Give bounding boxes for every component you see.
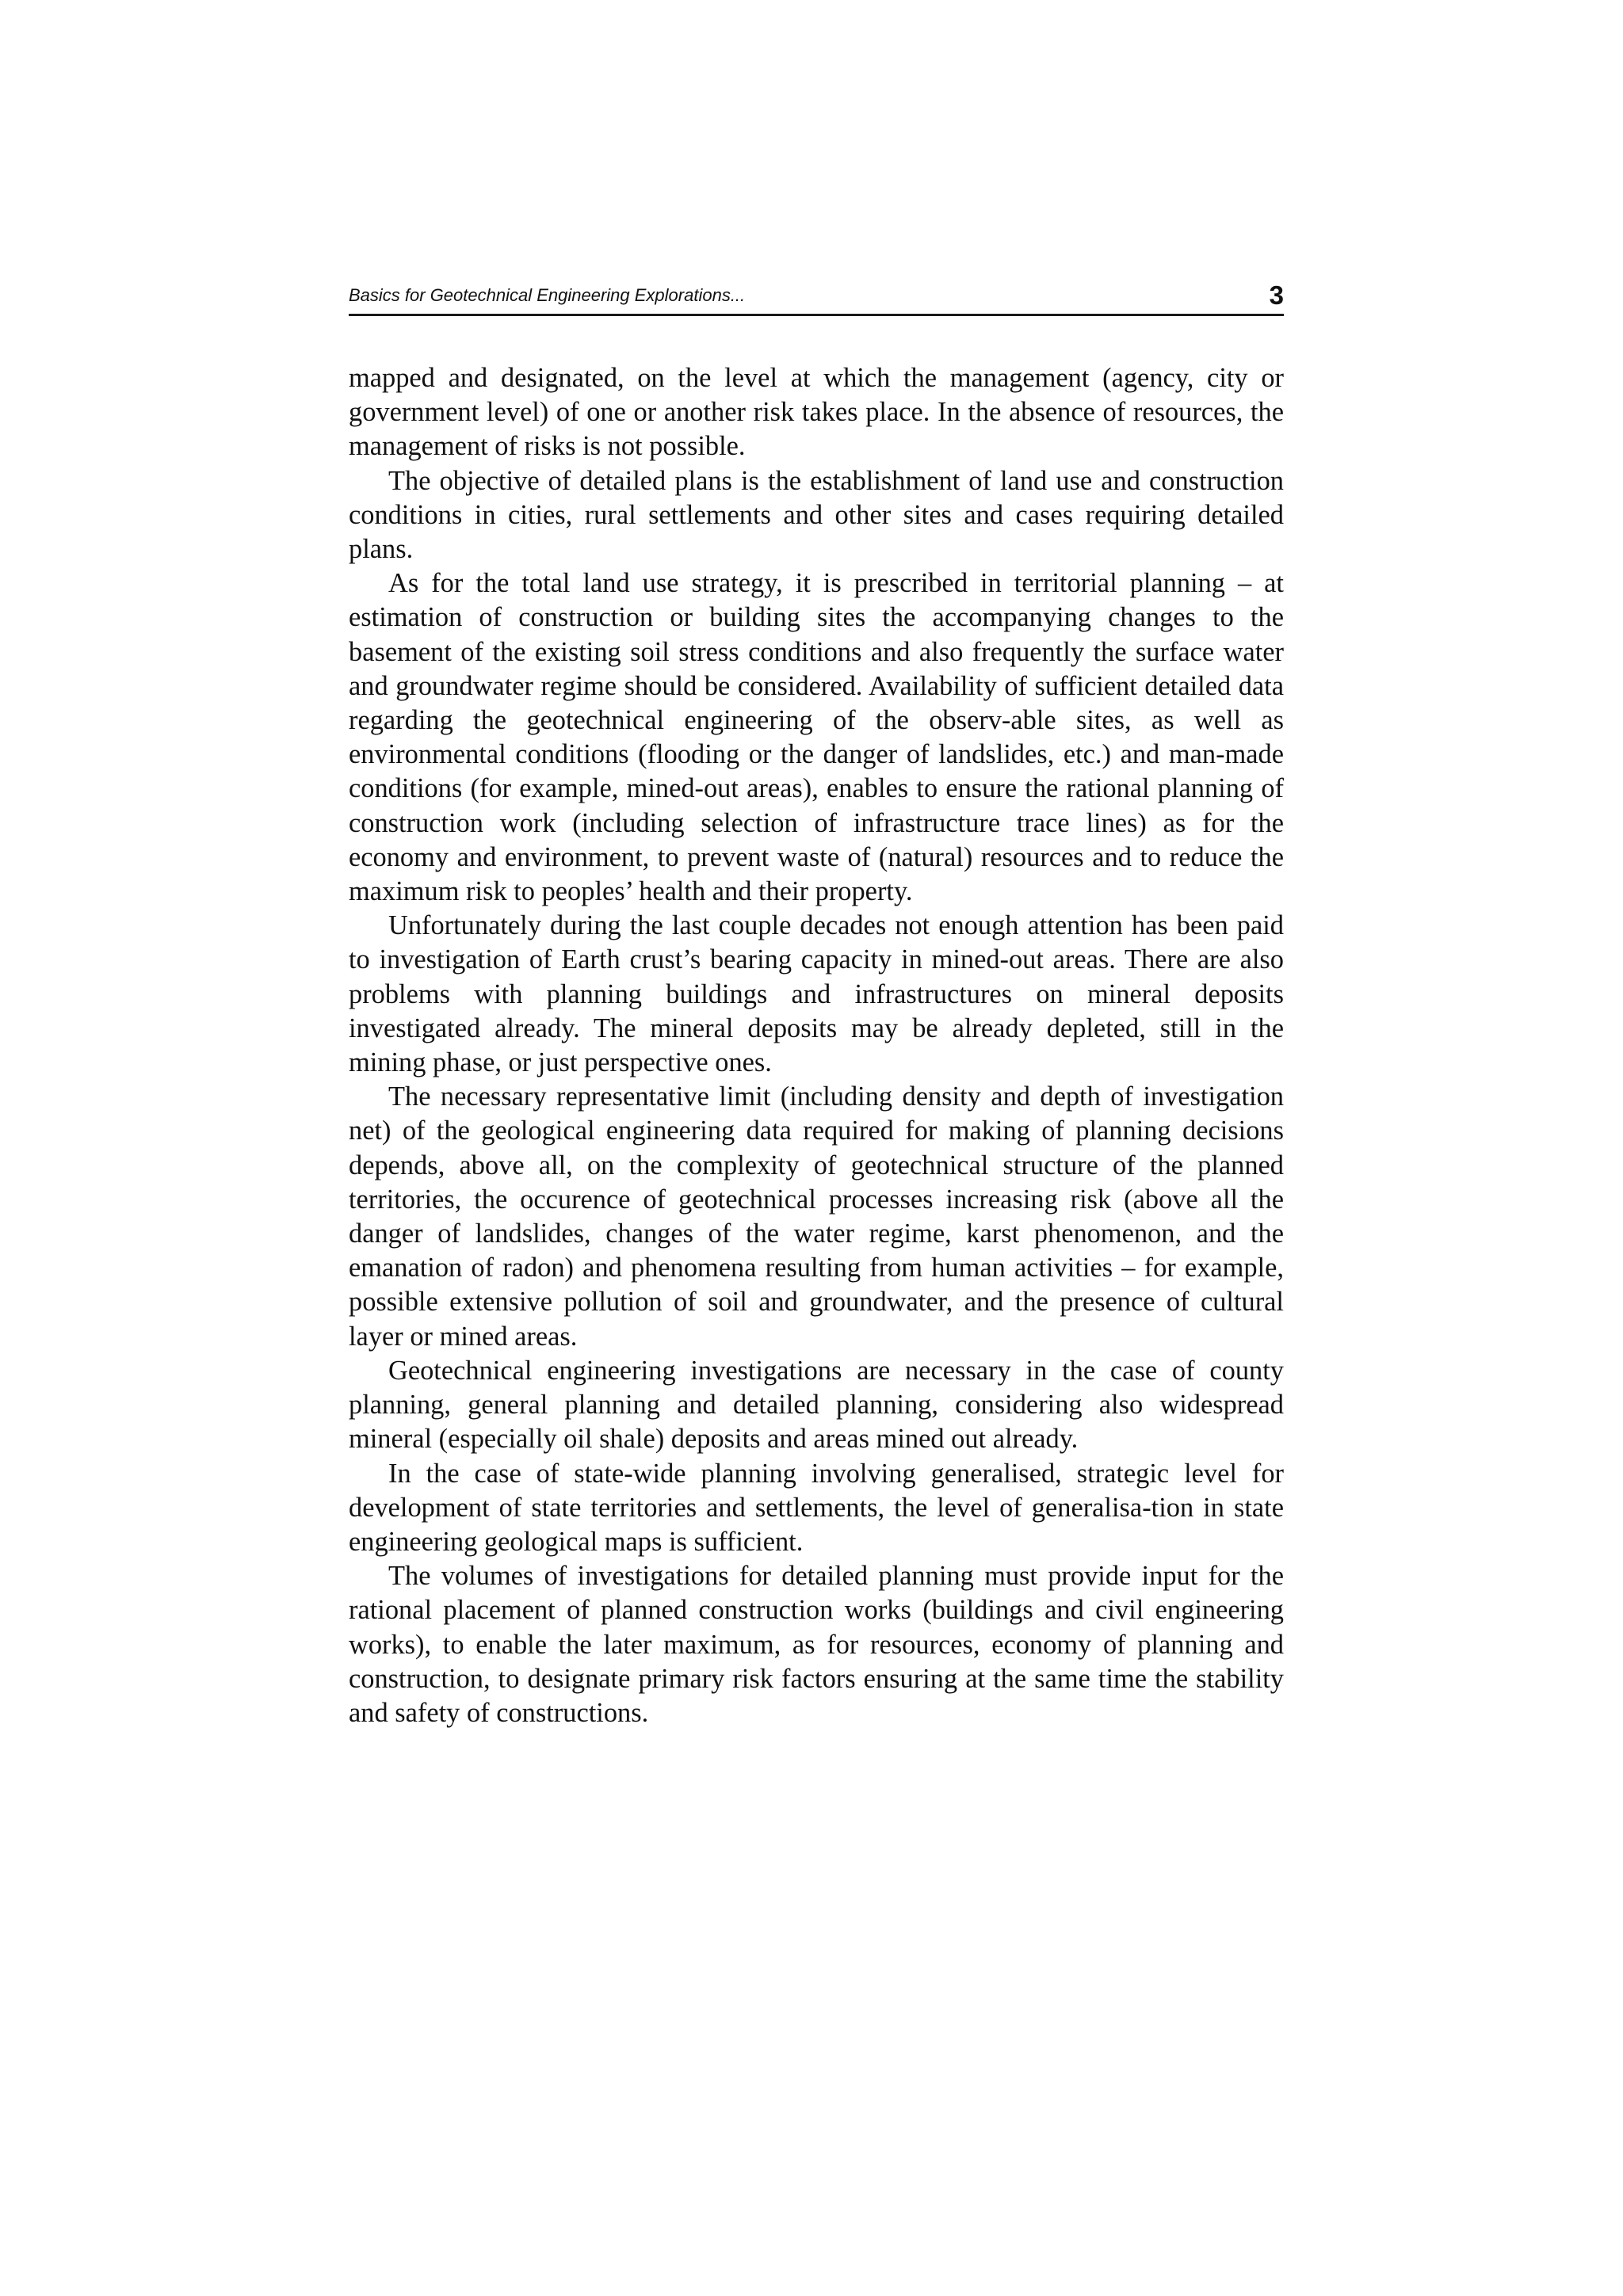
body-text (349, 361, 1284, 1730)
paragraph: Geotechnical engineering investigations are necessary in the case of county planning, general planning and detailed planning, considering also widespread mineral (especially oil shale) deposits and areas mined out already. (349, 1355, 1284, 1455)
running-header-title: Basics for Geotechnical Engineering Explorations... (349, 285, 746, 305)
paragraph: The necessary representative limit (including density and depth of investigation net) of the geological engineering data required for making of planning decisions depends, above all, on the complexity of geotechnical structure of the planned territories, the occurence of geotechnical processes increasing risk (above all the danger of landslides, changes of the water regime, karst phenomenon, and the emanation of radon) and phenomena resulting from human activities – for example, possible extensive pollution of soil and groundwater, and the presence of cultural layer or mined areas. (349, 1081, 1284, 1352)
paragraph: The objective of detailed plans is the establishment of land use and construction conditions in cities, rural settlements and other sites and cases requiring detailed plans. (349, 465, 1284, 565)
paragraph-continued: mapped and designated, on the level at which the management (agency, city or government level) of one or another risk takes place. In the absence of resources, the management of risks is not possible. (349, 363, 1284, 462)
page-number: 3 (1269, 280, 1284, 310)
paragraph: The volumes of investigations for detailed planning must provide input for the rational placement of planned construction works (buildings and civil engineering works), to enable the later maximum, as for resources, economy of planning and construction, to designate primary risk factors ensuring at the same time the stability and safety of constructions. (349, 1561, 1284, 1728)
paragraph: As for the total land use strategy, it is prescribed in territorial planning – at estimation of construction or building sites the accompanying changes to the basement of the existing soil stress conditions and also frequently the surface water and groundwater regime should be considered. Availability of sufficient detailed data regarding the geotechnical engineering of the observ-able sites, as well as environmental conditions (flooding or the danger of landslides, etc.) and man-made conditions (for example, mined-out areas), enables to ensure the rational planning of construction work (including selection of infrastructure trace lines) as for the economy and environment, to prevent waste of (natural) resources and to reduce the maximum risk to peoples’ health and their property. (349, 568, 1284, 907)
paragraph: Unfortunately during the last couple decades not enough attention has been paid to investigation of Earth crust’s bearing capacity in mined-out areas. There are also problems with planning buildings and infrastructures on mineral deposits investigated already. The mineral deposits may be already depleted, still in the mining phase, or just perspective ones. (349, 910, 1284, 1078)
paragraph: In the case of state-wide planning involving generalised, strategic level for development of state territories and settlements, the level of generalisa-tion in state engineering geological maps is sufficient. (349, 1458, 1284, 1557)
running-header (349, 273, 1284, 316)
